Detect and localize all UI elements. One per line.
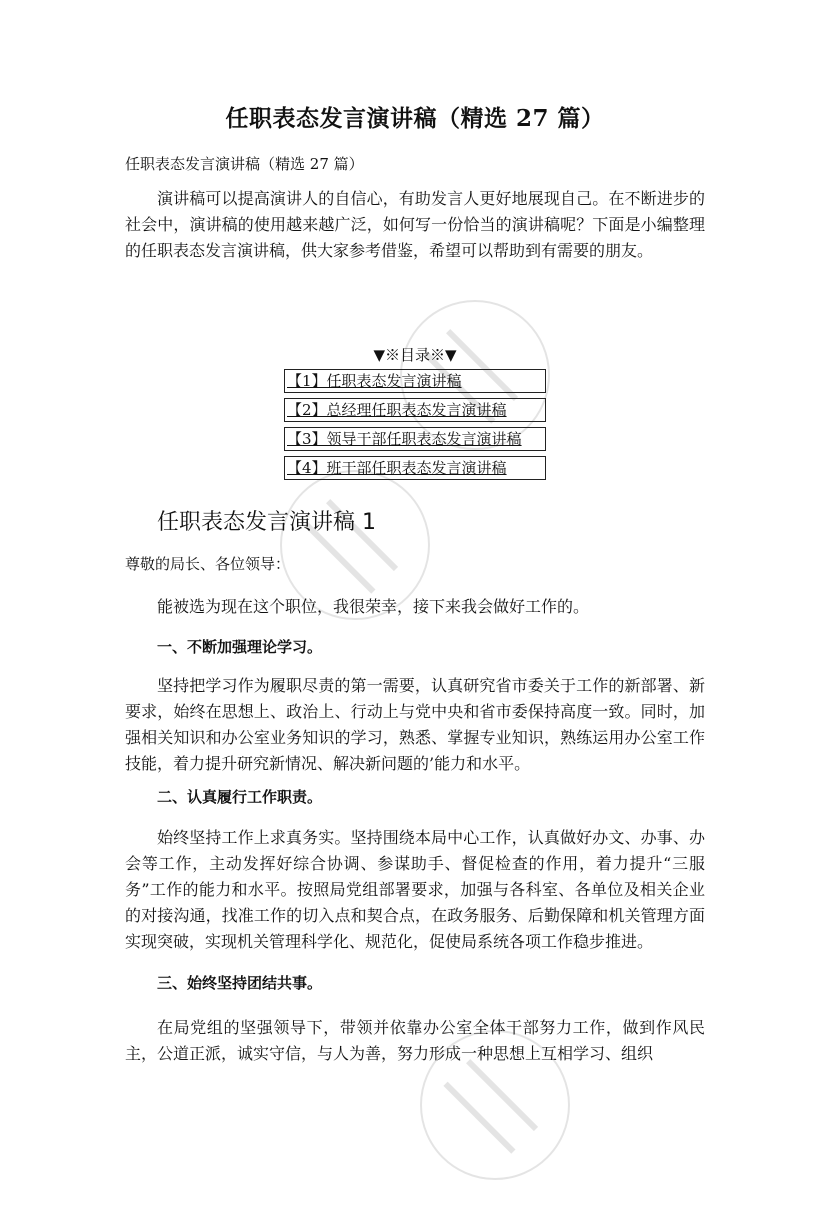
section-title: 任职表态发言演讲稿 1 xyxy=(157,510,376,535)
document-title: 任职表态发言演讲稿（精选 27 篇） xyxy=(225,105,605,132)
table-of-contents xyxy=(284,369,546,485)
point-heading: 二、认真履行工作职责。 xyxy=(157,788,323,806)
salutation: 尊敬的局长、各位领导： xyxy=(125,555,291,573)
intro-paragraph: 演讲稿可以提高演讲人的自信心，有助发言人更好地展现自己。在不断进步的社会中，演讲稿的使用越来越广泛，如何写一份恰当的演讲稿呢？下面是小编整理的任职表态发言演讲稿，供大家参考借鉴，希望可以帮助到有需要的朋友。 xyxy=(125,189,705,260)
toc-link-1[interactable]: 【1】任职表态发言演讲稿 xyxy=(284,369,546,393)
toc-link-2[interactable]: 【2】总经理任职表态发言演讲稿 xyxy=(284,398,546,422)
toc-link-4[interactable]: 【4】班干部任职表态发言演讲稿 xyxy=(284,456,546,480)
point-heading: 三、始终坚持团结共事。 xyxy=(157,974,323,992)
toc-header: ▼※目录※▼ xyxy=(373,346,457,364)
document-subtitle: 任职表态发言演讲稿（精选 27 篇） xyxy=(125,155,364,173)
point-body: 在局党组的坚强领导下，带领并依靠办公室全体干部努力工作，做到作风民主，公道正派，诚实守信，与人为善，努力形成一种思想上互相学习、组织 xyxy=(125,1018,705,1063)
point-body: 始终坚持工作上求真务实。坚持围绕本局中心工作，认真做好办文、办事、办会等工作，主动发挥好综合协调、参谋助手、督促检查的作用，着力提升“三服务”工作的能力和水平。按照局党组部署要求，加强与各科室、各单位及相关企业的对接沟通，找准工作的切入点和契合点，在政务服务、后勤保障和机关管理方面实现突破，实现机关管理科学化、规范化，促使局系统各项工作稳步推进。 xyxy=(125,828,705,951)
toc-link-3[interactable]: 【3】领导干部任职表态发言演讲稿 xyxy=(284,427,546,451)
point-heading: 一、不断加强理论学习。 xyxy=(157,638,323,656)
point-body: 坚持把学习作为履职尽责的第一需要，认真研究省市委关于工作的新部署、新要求，始终在思想上、政治上、行动上与党中央和省市委保持高度一致。同时，加强相关知识和办公室业务知识的学习，熟悉、掌握专业知识，熟练运用办公室工作技能，着力提升研究新情况、解决新问题的’能力和水平。 xyxy=(125,676,705,773)
lead-paragraph: 能被选为现在这个职位，我很荣幸，接下来我会做好工作的。 xyxy=(157,597,590,616)
